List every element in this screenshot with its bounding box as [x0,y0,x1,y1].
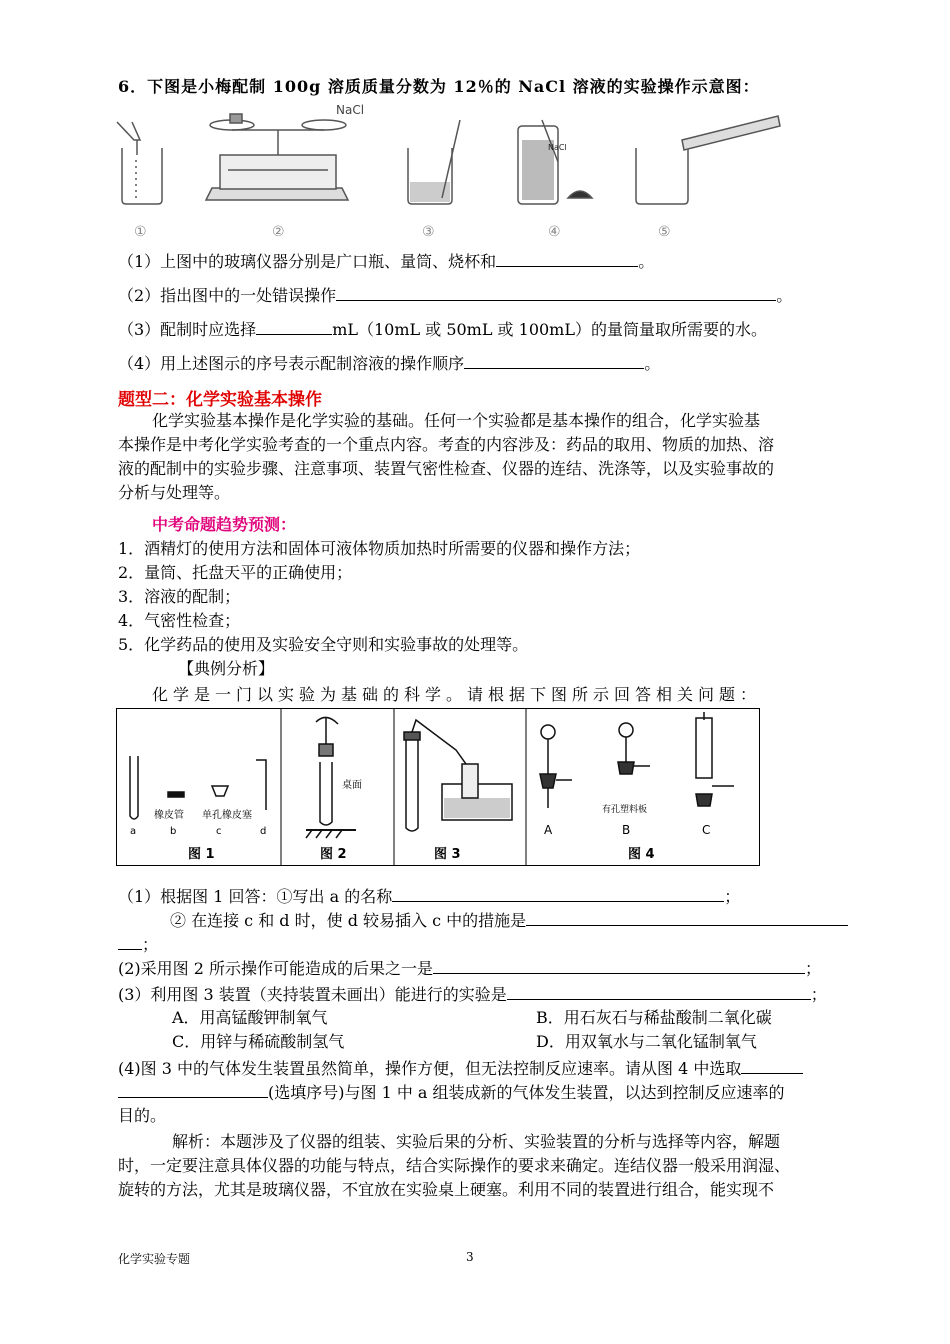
fig1-letter-c: c [216,826,222,837]
intro-line-4: 分析与处理等。 [118,483,231,502]
fig1-letter-a: a [130,826,137,837]
trend-item-4: 4．气密性检查； [118,611,241,630]
answer-blank[interactable] [118,933,142,950]
question-4-line-3: 目的。 [118,1106,167,1125]
option-d[interactable]: D．用双氧水与二氧化锰制氧气 [536,1032,757,1051]
fig4-letter-c: C [702,823,711,837]
example-heading: 【典例分析】 [178,659,275,678]
answer-blank[interactable] [496,250,638,267]
question-1b: ② 在连接 c 和 d 时，使 d 较易插入 c 中的措施是 [170,909,848,932]
example-intro: 化学是一门以实验为基础的科学。请根据下图所示回答相关问题： [152,685,762,704]
q6-part-4: （4）用上述图示的序号表示配制溶液的操作顺序 。 [118,354,661,373]
q6-figure [112,100,792,242]
fig4-letter-b: B [622,823,631,837]
step-label-2: ② [272,224,285,240]
question-4-line-1: (4)图 3 中的气体发生装置虽然简单，操作方便，但无法控制反应速率。请从图 4 中选取 [118,1057,803,1080]
answer-blank[interactable] [433,957,805,974]
analysis-line-2: 时，一定要注意具体仪器的功能与特点，结合实际操作的要求来确定。连结仪器一般采用润湿、 [118,1156,791,1175]
fig3-caption: 图 3 [434,847,461,862]
fig4-plate-label: 有孔塑料板 [602,805,648,815]
intro-line-2: 本操作是中考化学实验考查的一个重点内容。考查的内容涉及：药品的取用、物质的加热、溶 [118,435,775,454]
beaker-funnel-illustration [117,122,162,204]
question-1a: （1）根据图 1 回答：①写出 a 的名称 ； [118,887,741,906]
q6-part-3: （3）配制时应选择 mL（10mL 或 50mL 或 100mL）的量筒量取所需要的水。 [118,320,767,339]
apparatus-figure [116,708,760,866]
nacl-label: NaCl [336,103,365,117]
fig2-caption: 图 2 [320,847,347,862]
question-2: (2)采用图 2 所示操作可能造成的后果之一是 ； [118,959,822,978]
trend-item-3: 3．溶液的配制； [118,587,241,606]
option-a[interactable]: A．用高锰酸钾制氧气 [172,1008,328,1027]
fig4-letter-a: A [544,823,553,837]
answer-blank[interactable] [507,983,811,1000]
step-label-3: ③ [422,224,435,240]
trend-item-1: 1．酒精灯的使用方法和固体可液体物质加热时所需要的仪器和操作方法； [118,539,641,558]
q6-part-2: （2）指出图中的一处错误操作 。 [118,286,793,305]
fig1-tube-label: 橡皮管 [154,810,184,821]
fig1-stopper-label: 单孔橡皮塞 [202,810,252,821]
fig2-desk-label: 桌面 [342,780,362,791]
q6-part-1: （1）上图中的玻璃仪器分别是广口瓶、量筒、烧杯和 。 [118,252,655,271]
answer-blank[interactable] [118,1081,268,1098]
analysis-line-3: 旋转的方法，尤其是玻璃仪器，不宜放在实验桌上硬塞。利用不同的装置进行组合，能实现不 [118,1180,775,1199]
step-label-1: ① [134,224,147,240]
analysis-line-1: 解析：本题涉及了仪器的组装、实验后果的分析、实验装置的分析与选择等内容，解题 [172,1132,781,1151]
page-number: 3 [466,1250,474,1264]
intro-line-3: 液的配制中的实验步骤、注意事项、装置气密性检查、仪器的连结、洗涤等，以及实验事故的 [118,459,775,478]
fig1-caption: 图 1 [188,847,215,862]
answer-blank[interactable] [741,1057,803,1074]
jar-label: NaCl [548,143,567,152]
section-heading: 题型二：化学实验基本操作 [118,390,322,410]
step-label-4: ④ [548,224,561,240]
balance-illustration [206,114,348,200]
fig4-caption: 图 4 [628,847,655,862]
question-4-line-2: (选填序号)与图 1 中 a 组装成新的气体发生装置，以达到控制反应速率的 [118,1081,785,1104]
question-6-title: 6．下图是小梅配制 100g 溶质质量分数为 12％的 NaCl 溶液的实验操作示意图： [118,77,760,96]
intro-line-1: 化学实验基本操作是化学实验的基础。任何一个实验都是基本操作的组合，化学实验基 [152,411,761,430]
question-3: (3）利用图 3 装置（夹持装置未画出）能进行的实验是 ； [118,985,827,1004]
answer-blank[interactable] [336,284,776,301]
answer-blank[interactable] [256,318,332,335]
fig1-letter-d: d [260,826,267,837]
answer-blank[interactable] [526,909,848,926]
beaker-rod-illustration [408,120,460,204]
trend-item-2: 2．量筒、托盘天平的正确使用； [118,563,353,582]
reagent-jar-illustration [518,120,592,204]
option-b[interactable]: B．用石灰石与稀盐酸制二氧化碳 [536,1008,772,1027]
fig1-letter-b: b [170,826,177,837]
pouring-illustration [636,116,780,204]
footer-title: 化学实验专题 [118,1252,191,1266]
answer-blank[interactable] [392,885,724,902]
answer-blank[interactable] [464,352,644,369]
question-1b-cont: ； [118,933,158,956]
option-c[interactable]: C．用锌与稀硫酸制氢气 [172,1032,345,1051]
trend-heading: 中考命题趋势预测： [152,515,297,534]
step-label-5: ⑤ [658,224,671,240]
trend-item-5: 5．化学药品的使用及实验安全守则和实验事故的处理等。 [118,635,529,654]
